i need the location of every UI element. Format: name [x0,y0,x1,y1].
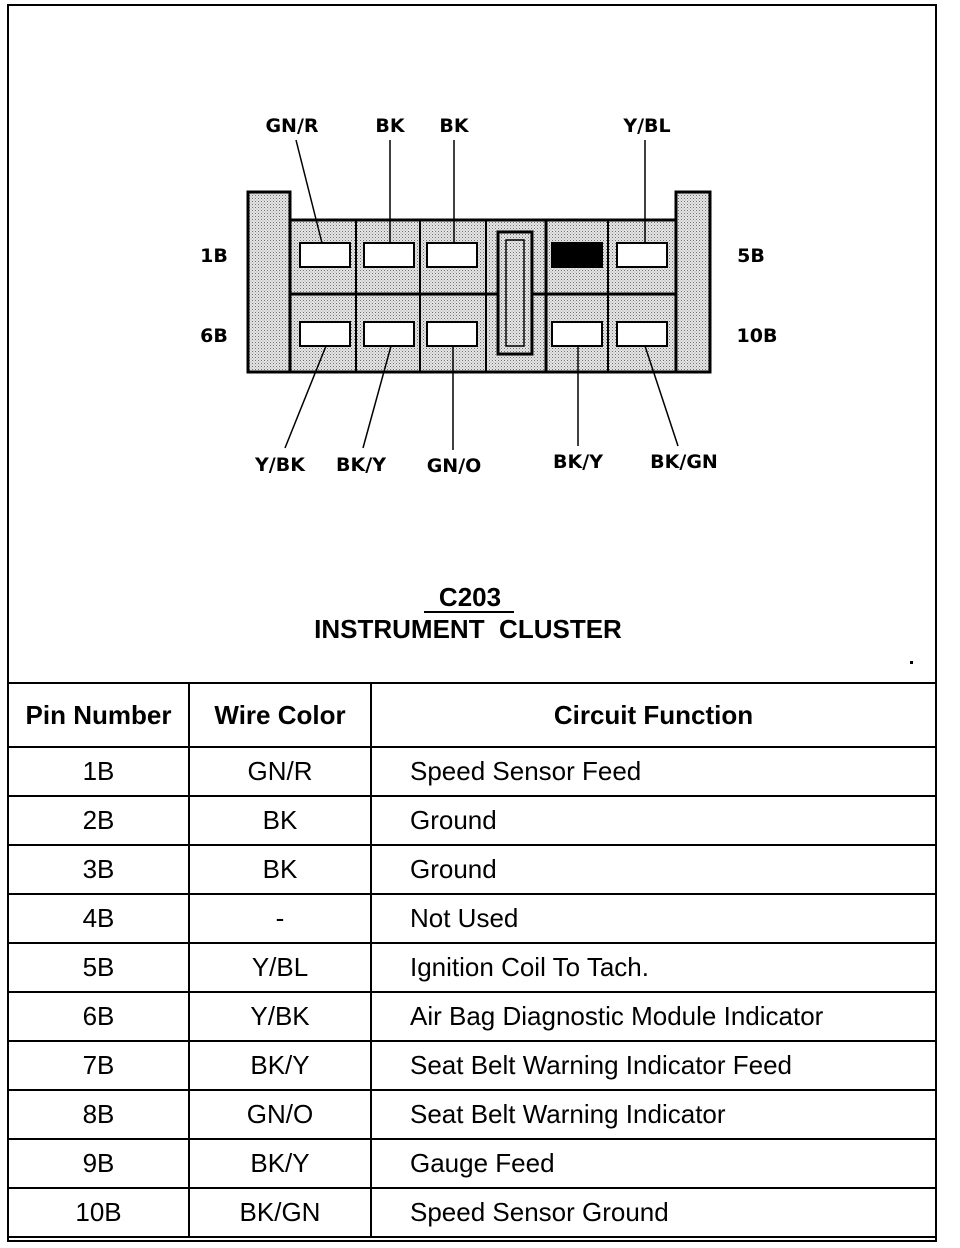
cavity-5b [617,243,667,267]
table-row [8,992,936,1041]
circuit-function-cell: Seat Belt Warning Indicator Feed [371,1041,936,1090]
pin-label-6b: 6B [200,325,228,347]
pin-number-cell: 8B [8,1090,189,1139]
pin-number-cell: 10B [8,1188,189,1237]
pin-number-cell: 6B [8,992,189,1041]
cavity-9b [552,322,602,346]
circuit-function-cell: Ground [371,796,936,845]
table-row [8,1041,936,1090]
table-header-row [8,683,936,747]
circuit-function-cell: Gauge Feed [371,1139,936,1188]
cavity-8b [427,322,477,346]
left-latch [248,192,290,372]
cavity-1b [300,243,350,267]
pin-number-cell: 5B [8,943,189,992]
circuit-function-cell: Air Bag Diagnostic Module Indicator [371,992,936,1041]
wire-color-cell: - [189,894,371,943]
bottom-wire-label-6b: Y/BK [255,454,305,476]
wire-color-cell: GN/O [189,1090,371,1139]
circuit-function-cell: Ground [371,845,936,894]
pin-label-5b: 5B [737,245,765,267]
top-wire-label-2b: BK [375,115,405,137]
pin-number-cell: 2B [8,796,189,845]
table-row [8,796,936,845]
right-latch [676,192,710,372]
wire-color-cell: Y/BK [189,992,371,1041]
table-row [8,747,936,796]
connector-name: INSTRUMENT CLUSTER [314,614,622,644]
circuit-function-cell: Speed Sensor Ground [371,1188,936,1237]
table-row [8,845,936,894]
pin-number-cell: 1B [8,747,189,796]
bottom-wire-label-10b: BK/GN [650,451,718,473]
bottom-wire-label-9b: BK/Y [553,451,603,473]
cavity-4b [552,243,602,267]
table-row [8,894,936,943]
table-row [8,1188,936,1237]
header-circuit-function: Circuit Function [371,683,936,747]
speck [910,661,913,664]
wire-color-cell: GN/R [189,747,371,796]
top-wire-label-5b: Y/BL [623,115,671,137]
cavity-3b [427,243,477,267]
pin-number-cell: 7B [8,1041,189,1090]
pin-number-cell: 4B [8,894,189,943]
wire-color-cell: Y/BL [189,943,371,992]
table-row [8,943,936,992]
bottom-wire-label-7b: BK/Y [336,454,386,476]
pin-number-cell: 9B [8,1139,189,1188]
cavity-6b [300,322,350,346]
circuit-function-cell: Speed Sensor Feed [371,747,936,796]
cavity-2b [364,243,414,267]
circuit-function-cell: Ignition Coil To Tach. [371,943,936,992]
wire-color-cell: BK [189,845,371,894]
pin-label-1b: 1B [200,245,228,267]
wire-color-cell: BK/GN [189,1188,371,1237]
wire-color-cell: BK/Y [189,1041,371,1090]
cavity-7b [364,322,414,346]
top-wire-label-3b: BK [439,115,469,137]
pin-number-cell: 3B [8,845,189,894]
circuit-function-cell: Seat Belt Warning Indicator [371,1090,936,1139]
wire-color-cell: BK/Y [189,1139,371,1188]
table-row [8,1090,936,1139]
cavity-10b [617,322,667,346]
wire-color-cell: BK [189,796,371,845]
circuit-function-cell: Not Used [371,894,936,943]
header-pin-number: Pin Number [8,683,189,747]
bottom-wire-label-8b: GN/O [426,455,482,477]
pin-label-10b: 10B [736,325,778,347]
connector-id: C203 [438,582,502,612]
center-key [498,232,532,354]
table-row [8,1139,936,1188]
pin-function-table [7,682,937,1238]
top-wire-label-1b: GN/R [265,115,319,137]
header-wire-color: Wire Color [189,683,371,747]
